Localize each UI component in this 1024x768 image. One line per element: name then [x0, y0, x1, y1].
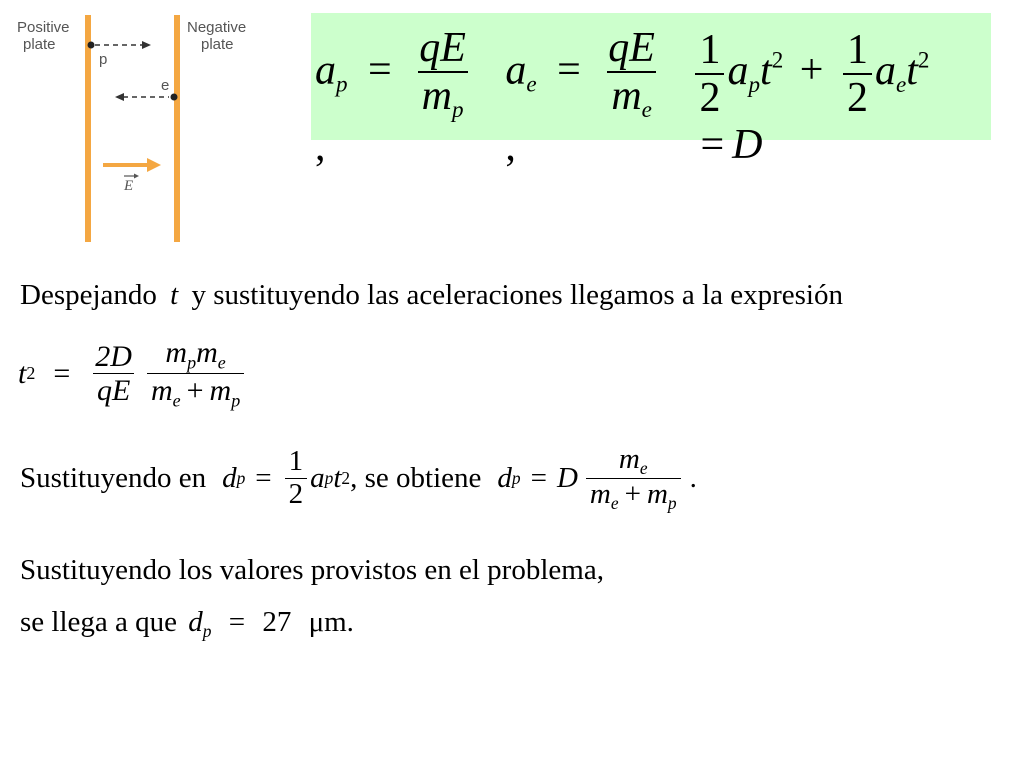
eq-ap: $a_p$ = $\frac{qE}{m_p}$ ,: [315, 25, 466, 170]
proton-arrow-head: [142, 41, 151, 49]
electron-dot: [171, 94, 178, 101]
text-line-valores: Sustituyendo los valores provistos en el problema,: [20, 554, 604, 586]
text-line-resultado: se llega a que $d_p = 27$ μm.: [20, 606, 354, 642]
formula-t-squared: t 2 = $\frac{2D}{qE}$ $\frac{m_pm_e}{m_e + m_p}$: [18, 336, 247, 411]
acceleration-formula-box: [311, 13, 991, 170]
field-vector-tip: [134, 174, 139, 179]
box-formulas: [311, 25, 991, 171]
electron-label: e: [161, 77, 170, 94]
eq-ae: $a_e$ = $\frac{qE}{m_e}$ ,: [505, 25, 655, 170]
text-line-despejando: Despejando t y sustituyendo las aceleraciones llegamos a la expresión: [20, 279, 843, 311]
electron-arrow-head: [115, 93, 124, 101]
text-line-sustituyendo-en: Sustituyendo en d p = $\frac{1}{2}$ a p t 2 , se obtiene d p = D $\frac{m_e}{m_e + m_p}$ .: [20, 443, 697, 514]
plates-diagram: [15, 10, 275, 250]
proton-dot: [88, 42, 95, 49]
positive-plate-label: Positive plate: [17, 19, 70, 53]
negative-plate-label: Negative plate: [187, 19, 247, 53]
field-label: E: [124, 178, 134, 194]
proton-label: p: [99, 51, 108, 68]
field-arrow-head: [147, 158, 161, 172]
eq-distance: $\frac{1}{2}$ $a_pt^2$ + $\frac{1}{2}$ $a_et^2 = D$: [692, 27, 991, 169]
